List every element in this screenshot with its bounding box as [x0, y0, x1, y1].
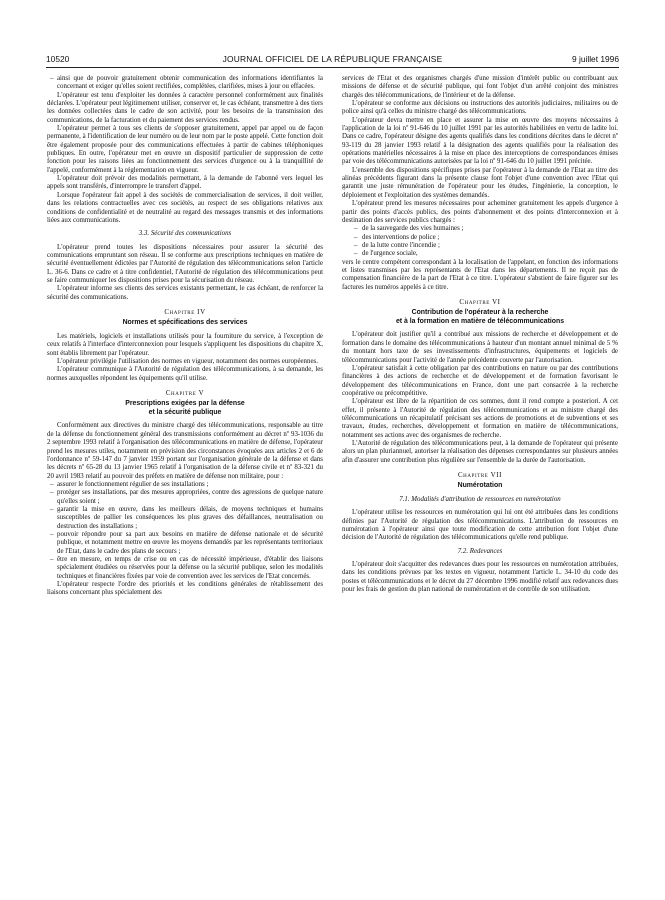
paragraph: L'opérateur devra mettre en place et assurer la mise en œuvre des moyens nécessaires à l'application de la loi nº 91-646 du 10 juillet 1991 par les autorités habilitées en vertu de ladite loi. Dans ce cadre, l'opérateur désigne des agents qualifiés dans les conditions décrites dans le décret nº 93-119 du 28 janvier 1993 relatif à la désignation des agents qualifiés pour la réalisation des opérations matérielles nécessaires à la mise en place des interceptions de correspondances émises par voie des télécommunications autorisées par la loi nº 91-646 du 10 juillet 1991 précitée. [342, 116, 618, 166]
chapter-title-iv: Normes et spécifications des services [122, 319, 248, 327]
paragraph: L'opérateur doit s'acquitter des redevances dues pour les ressources en numérotation attribuées, dans les conditions prévues par les textes en vigueur, notamment l'article L. 34-10 du code des postes et télécommunications et le décret du 27 décembre 1996 modifié relatif aux redevances dues pour les frais de gestion du plan national de numérotation et de contrôle de son utilisation. [342, 560, 618, 593]
defense-measures-list [47, 481, 323, 581]
list-item: – être en mesure, en temps de crise ou en cas de nécessité impérieuse, d'établir des liaisons spécialement étudiées ou réservées pour la défense ou la sécurité publique, selon les modalités techniques et financières fixées par voie de convention avec les services de l'Etat concernés. [47, 556, 323, 581]
list-item: – pouvoir répondre pour sa part aux besoins en matière de défense nationale et de sécurité publique, et notamment mettre en œuvre les moyens demandés par les représentants territoriaux de l'Etat, dans le cadre des plans de secours ; [47, 531, 323, 556]
intro-list [47, 75, 323, 92]
paragraph: L'opérateur doit prévoir des modalités permettant, à la demande de l'abonné vers lequel les appels sont transférés, d'interrompre le transfert d'appel. [47, 175, 323, 191]
paragraph: L'opérateur utilise les ressources en numérotation qui lui ont été attribuées dans les conditions définies par l'Autorité de régulation des télécommunications. L'attribution de ressources en numérotation à l'opérateur ainsi que toute modification de cette attribution font l'objet d'une décision de l'Autorité de régulation des télécommunications qu'elle rend publique. [342, 509, 618, 542]
list-item: – garantir la mise en œuvre, dans les meilleurs délais, de moyens techniques et humains susceptibles de pallier les conséquences les plus graves des défaillances, neutralisation ou destruction des installations ; [47, 506, 323, 531]
paragraph: L'opérateur est tenu d'exploiter les données à caractère personnel conformément aux finalités déclarées. L'opérateur peut légitimement utiliser, conserver et, le cas échéant, transmettre à des tiers les données collectées dans le cadre de son activité, pour les besoins de la transmission des communications, de la facturation et du paiement des services rendus. [47, 91, 323, 124]
list-item: – protéger ses installations, par des mesures appropriées, contre des agressions de quelque nature qu'elles soient ; [47, 489, 323, 506]
section-title-3-3: 3.3. Sécurité des communications [138, 230, 232, 238]
paragraph: L'opérateur prend les mesures nécessaires pour acheminer gratuitement les appels d'urgence à partir des points d'accès publics, des points d'abonnement et des points d'interconnexion et à destination des services publics chargés : [342, 200, 618, 224]
paragraph: services de l'Etat et des organismes chargés d'une mission d'intérêt public ou contribuant aux missions de défense et de sécurité publique, qui font l'objet d'un arrêté conjoint des ministres chargés des télécommunications, de l'intérieur et de la défense. [342, 75, 618, 99]
chapter-title-v [47, 400, 323, 417]
header-rule [46, 67, 619, 68]
chapter-label-iv: Chapitre IV [164, 308, 206, 316]
chapter-title-vi [342, 309, 618, 326]
emergency-services-list [342, 225, 618, 258]
paragraph: L'opérateur prend toutes les dispositions nécessaires pour assurer la sécurité des communications empruntant son réseau. Il se conforme aux prescriptions techniques en matière de sécurité éventuellement édictées par l'Autorité de régulation des télécommunications selon l'article L. 36-6. Dans ce cadre et à titre confidentiel, l'Autorité de régulation des télécommunications peut se faire communiquer les dispositions prises pour la sécurisation du réseau. [47, 243, 323, 284]
chapter-title-vii: Numérotation [457, 482, 503, 490]
paragraph: Conformément aux directives du ministre chargé des télécommunications, responsable au titre de la défense du fonctionnement général des transmissions conformément au décret nº 93-1036 du 2 septembre 1993 relatif à l'organisation des télécommunications en matière de défense, l'opérateur prend les mesures utiles, notamment en prévision des circonstances évoquées aux articles 2 et 6 de l'ordonnance nº 59-147 du 7 janvier 1959 portant sur l'organisation générale de la défense et dans les décrets nº 65-28 du 13 janvier 1965 relatif à l'organisation de la défense civile et nº 83-321 du 20 avril 1983 relatif au pouvoir des préfets en matière de défense non militaire, pour : [47, 422, 323, 480]
paragraph: L'ensemble des dispositions spécifiques prises par l'opérateur à la demande de l'Etat au titre des alinéas précédents figurant dans la présente clause font l'objet d'une convention avec l'Etat qui garantit une juste rémunération de l'opérateur pour les études, l'ingénierie, la conception, le déploiement et l'exploitation des systèmes demandés. [342, 166, 618, 199]
section-title-7-2: 7.2. Redevances [457, 547, 503, 555]
section-title-7-1: 7.1. Modalités d'attribution de ressources en numérotation [399, 495, 561, 503]
paragraph: L'opérateur se conforme aux décisions ou instructions des autorités judiciaires, militaires ou de police ainsi qu'à celles du ministre chargé des télécommunications. [342, 100, 618, 116]
paragraph: L'opérateur communique à l'Autorité de régulation des télécommunications, à sa demande, les normes auxquelles répondent les équipements qu'il utilise. [47, 366, 323, 382]
paragraph: Lorsque l'opérateur fait appel à des sociétés de commercialisation de services, il doit veiller, dans les relations contractuelles avec ces sociétés, au respect de ses obligations relatives aux conditions de confidentialité et de neutralité au regard des messages transmis et des informations liées aux communications. [47, 191, 323, 224]
paragraph: L'opérateur permet à tous ses clients de s'opposer gratuitement, appel par appel ou de façon permanente, à l'identification de leur numéro ou de leur nom par le poste appelé. Cette fonction doit être également proposée pour des communications effectuées à partir de cabines téléphoniques publiques. En outre, l'opérateur met en œuvre un dispositif particulier de suppression de cette fonction pour les raisons liées au fonctionnement des services d'urgence ou à la tranquillité de l'appelé, conformément à la réglementation en vigueur. [47, 125, 323, 174]
paragraph: L'Autorité de régulation des télécommunications peut, à la demande de l'opérateur qui présente alors un plan pluriannuel, autoriser la réalisation des dépenses correspondantes sur plusieurs années afin d'assurer une contribution plus régulière sur l'ensemble de la durée de l'autorisation. [342, 439, 618, 464]
paragraph: vers le centre compétent correspondant à la localisation de l'appelant, en fonction des informations et listes transmises par les représentants de l'Etat dans les départements. Il ne reçoit pas de compensation financière de la part de l'Etat à ce titre. L'opérateur s'abstient de faire figurer sur les factures les numéros appelés à ce titre. [342, 258, 618, 291]
list-item: – ainsi que de pouvoir gratuitement obtenir communication des informations identifiantes la concernant et exiger qu'elles soient rectifiées, complétées, clarifiées, mises à jour ou effacées. [47, 75, 323, 92]
chapter-title-line: Prescriptions exigées par la défense [125, 400, 245, 408]
list-item: – assurer le fonctionnement régulier de ses installations ; [47, 481, 323, 489]
page-header [46, 54, 619, 66]
chapter-title-line: et à la formation en matière de télécommunications [395, 317, 565, 325]
issue-date: 9 juillet 1996 [571, 54, 619, 64]
paragraph: L'opérateur est libre de la répartition de ces sommes, dont il rend compte a posteriori. A cet effet, il présente à l'Autorité de régulation des télécommunications et au ministre chargé des télécommunications un récapitulatif précisant ses actions de promotions et de subventions et ses travaux, études, recherches, développement et formation en matière de télécommunications, notamment ses actions avec des organismes de recherche. [342, 398, 618, 439]
paragraph: L'opérateur doit justifier qu'il a contribué aux missions de recherche et développement et de formation dans le domaine des télécommunications à hauteur d'un montant annuel minimal de 5 % du montant hors taxe de ses investissements d'infrastructures, équipements et logiciels de télécommunications pour l'activité de l'année précédente couverte par l'autorisation. [342, 331, 618, 364]
paragraph: L'opérateur respecte l'ordre des priorités et les conditions générales de rétablissement des liaisons concernant plus spécialement des [47, 581, 323, 597]
list-item: – des interventions de police ; [342, 234, 618, 242]
left-column [47, 75, 323, 598]
chapter-label-vi: Chapitre VI [459, 298, 501, 306]
paragraph: L'opérateur informe ses clients des services existants permettant, le cas échéant, de renforcer la sécurité des communications. [47, 285, 323, 301]
chapter-label-v: Chapitre V [165, 389, 205, 397]
chapter-label-vii: Chapitre VII [457, 471, 503, 479]
paragraph: L'opérateur satisfait à cette obligation par des contributions en nature ou par des contributions financières à des actions de recherche et de développement et de formation favorisant le développement des télécommunications en France, dont une part consacrée à la recherche coopérative ou précompétitive. [342, 364, 618, 397]
chapter-title-line: et la sécurité publique [148, 408, 222, 416]
paragraph: L'opérateur privilégie l'utilisation des normes en vigueur, notamment des normes européennes. [57, 357, 318, 365]
journal-title: JOURNAL OFFICIEL DE LA RÉPUBLIQUE FRANÇAISE [222, 54, 443, 64]
right-column [342, 75, 618, 594]
list-item: – de la lutte contre l'incendie ; [342, 242, 618, 250]
chapter-title-line: Contribution de l'opérateur à la recherche [411, 309, 549, 317]
paragraph: Les matériels, logiciels et installations utilisés pour la fourniture du service, à l'exception de ceux relatifs à l'interface d'interconnexion pour lesquels s'appliquent les dispositions du chapitre X, sont établis librement par l'opérateur. [47, 332, 323, 357]
list-item: – de l'urgence sociale, [342, 250, 618, 258]
list-item: – de la sauvegarde des vies humaines ; [342, 225, 618, 233]
page-number: 10520 [46, 54, 70, 64]
